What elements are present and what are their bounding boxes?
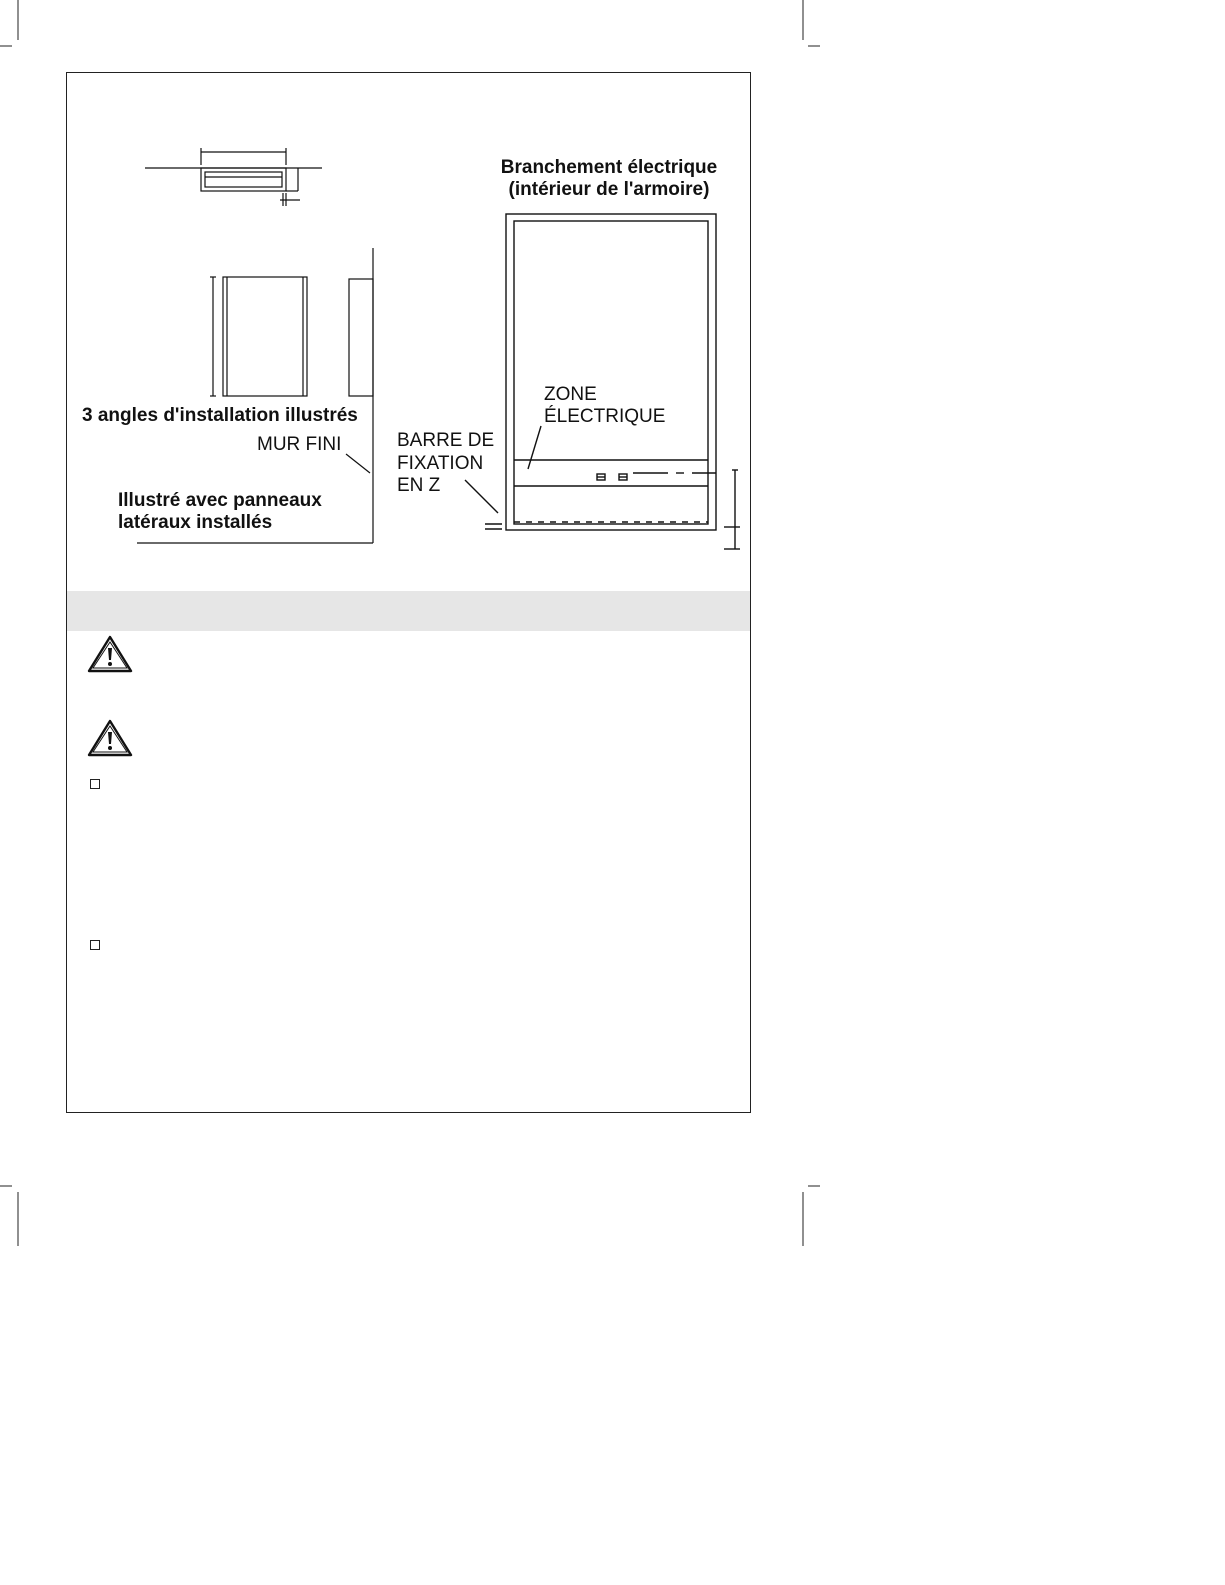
warning-triangle-icon [85, 634, 135, 674]
checkbox-icon[interactable] [90, 940, 100, 950]
warning-triangle-icon [85, 718, 135, 758]
electrical-zone-label-line2: ÉLECTRIQUE [544, 406, 666, 427]
electrical-title-line1: Branchement électrique [500, 157, 718, 178]
electrical-zone-label-line1: ZONE [544, 384, 597, 405]
finished-wall-label: MUR FINI [257, 434, 342, 455]
side-panels-label-line1: Illustré avec panneaux [118, 490, 322, 511]
z-bar-label-line3: EN Z [397, 475, 441, 496]
z-bar-label-line2: FIXATION [397, 453, 484, 474]
checkbox-icon[interactable] [90, 779, 100, 789]
electrical-title-line2: (intérieur de l'armoire) [508, 179, 710, 200]
side-panels-label-line2: latéraux installés [118, 512, 273, 533]
section-header-band [67, 591, 750, 631]
z-bar-label-line1: BARRE DE [397, 430, 495, 451]
installation-angles-label: 3 angles d'installation illustrés [82, 405, 358, 426]
